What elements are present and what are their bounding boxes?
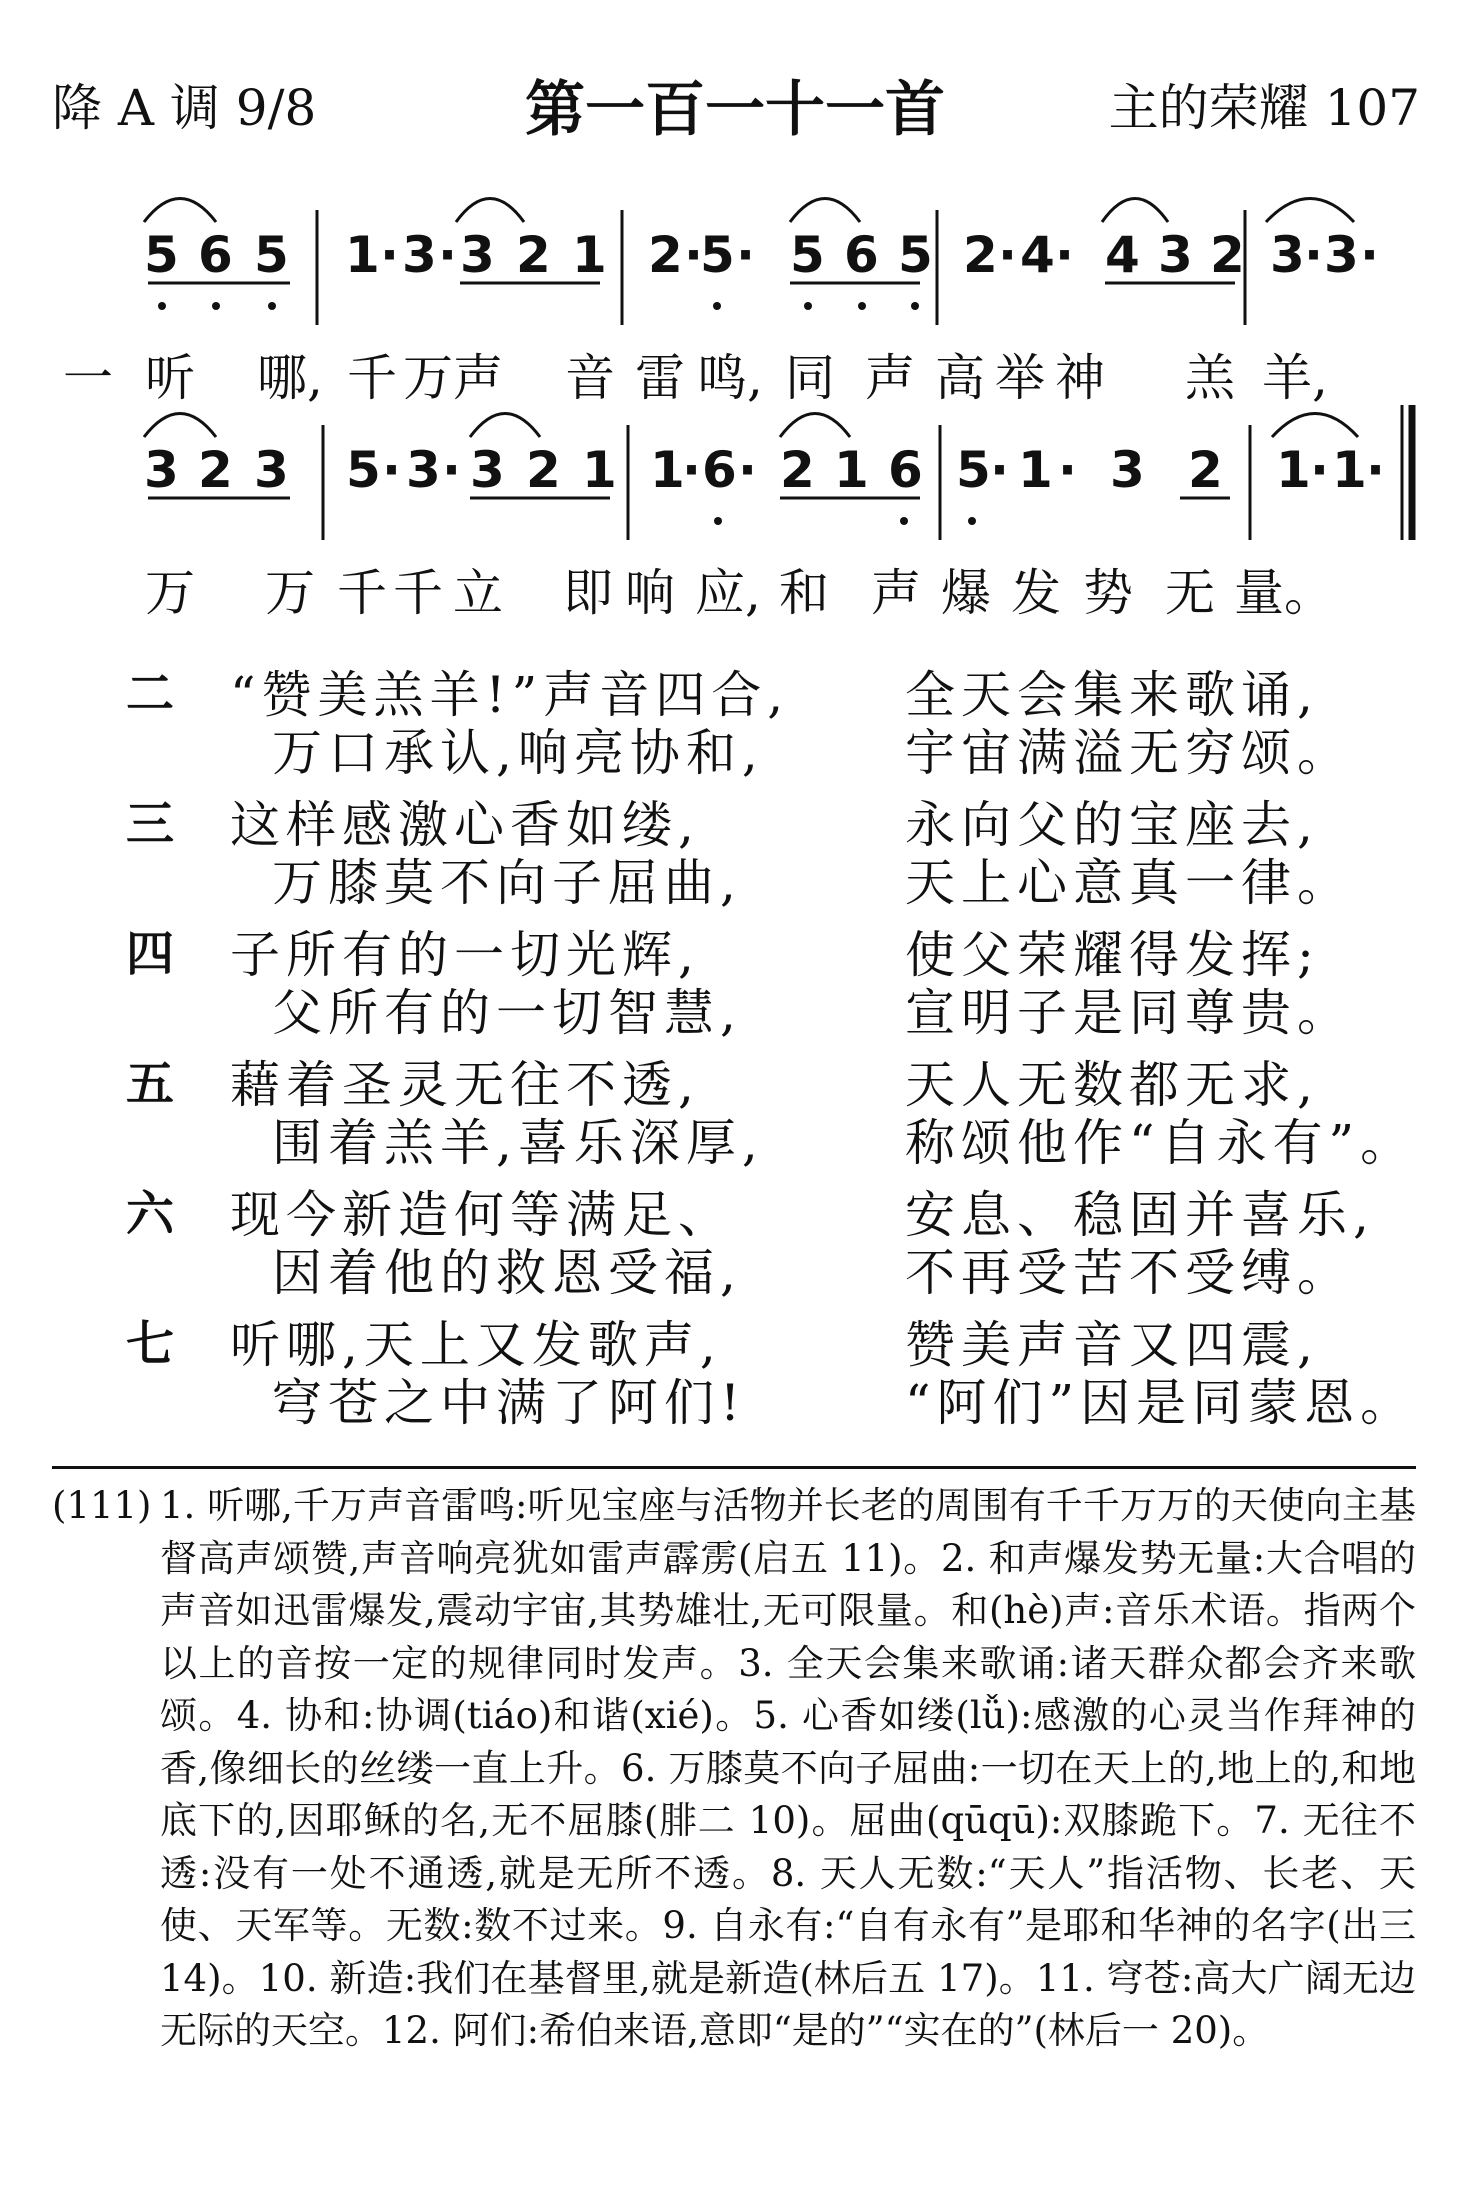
note: 4 (1020, 226, 1055, 284)
note: 3 (1324, 226, 1359, 284)
lyric-syllable: 声 (453, 349, 503, 407)
lyric-syllable: 哪, (257, 349, 323, 407)
note: 3 (402, 226, 437, 284)
verse-number: 六 (126, 1186, 175, 1242)
lyric-syllable: 雷 (635, 349, 685, 407)
note: 2 (516, 226, 551, 284)
lyric-syllable: 声 (865, 349, 915, 407)
lyric-line-1 (0, 338, 1470, 407)
note-dot: · (736, 226, 755, 284)
lyric-syllable: 羔 (1185, 349, 1235, 407)
note-dot: · (1366, 441, 1385, 499)
verse-number: 二 (126, 666, 175, 722)
hymn-category: 主的荣耀 107 (1108, 79, 1420, 137)
note: 1 (834, 441, 869, 499)
footnote-text: 1. 听哪,千万声音雷鸣:听见宝座与活物并长老的周围有千千万万的天使向主基督高声颂赞,声音响亮犹如雷声霹雳(启五 11)。2. 和声爆发势无量:大合唱的声音如迅雷爆发,震动宇宙,其势雄壮,无可限量。和(hè)声:音乐术语。指两个以上的音按一定的规律同时发声。3. 全天会集来歌诵:诸天群众都会齐来歌颂。4. 协和:协调(tiáo)和谐(xié)。5. 心香如缕(lǚ):感激的心灵当作拜神的香,像细长的丝缕一直上升。6. 万膝莫不向子屈曲:一切在天上的,地上的,和地底下的,因耶稣的名,无不屈膝(腓二 10)。屈曲(qūqū):双膝跪下。7. 无往不透:没有一处不通透,就是无所不透。8. 天人无数:“天人”指活物、长老、天使、天军等。无数:数不过来。9. 自永有:“自有永有”是耶和华神的名字(出三 14)。10. 新造:我们在基督里,就是新造(林后五 17)。11. 穹苍:高大广阔无边无际的天空。12. 阿们:希伯来语,意即“是的”“实在的”(林后一 20)。 (160, 1484, 1416, 2052)
note: 5 (956, 441, 991, 499)
verse-line: “阿们”因是同蒙恩。 (905, 1374, 1417, 1432)
verse-line: 宇宙满溢无穷颂。 (905, 724, 1353, 782)
lyric-syllable: 音 (565, 349, 615, 407)
note: 2 (648, 226, 683, 284)
lyric-syllable: 举 (995, 349, 1045, 407)
note: 5 (898, 226, 933, 284)
note: 6 (702, 441, 737, 499)
lyric-syllable: 量。 (1234, 564, 1334, 622)
note: 2 (963, 226, 998, 284)
note: 2 (198, 441, 233, 499)
lyric-syllable: 势 (1083, 564, 1133, 622)
note: 6 (888, 441, 923, 499)
lyric-syllable: 千 (337, 564, 387, 622)
note: 5 (346, 441, 381, 499)
lyric-syllable: 发 (1011, 564, 1061, 622)
note: 3 (1110, 441, 1145, 499)
verse-line: 围着羔羊,喜乐深厚, (272, 1114, 764, 1172)
lyric-syllable: 万 (265, 564, 315, 622)
lyric-syllable: 千 (347, 349, 397, 407)
lyric-syllable: 无 (1165, 564, 1215, 622)
notation-line-1 (140, 180, 1410, 330)
verse-line: 现今新造何等满足、 (230, 1186, 734, 1244)
lyric-syllable: 万 (145, 564, 195, 622)
lyric-syllable: 和 (779, 564, 829, 622)
lyric-syllable: 羊, (1262, 349, 1328, 407)
note: 6 (198, 226, 233, 284)
verse-line: 宣明子是同尊贵。 (905, 984, 1353, 1042)
footnotes (52, 1480, 1416, 2058)
note-dot: · (1310, 441, 1329, 499)
lyric-line-2 (0, 553, 1470, 622)
lyric-syllable: 鸣, (697, 349, 763, 407)
verse-line: “赞美羔羊!”声音四合, (230, 666, 790, 724)
note-dot: · (1058, 441, 1077, 499)
note: 5 (700, 226, 735, 284)
lyric-syllable: 万 (403, 349, 453, 407)
notation-svg-1 (140, 180, 1410, 330)
verse-line: 万口承认,响亮协和, (272, 724, 764, 782)
lyric-syllable: 爆 (941, 564, 991, 622)
verse-7 (0, 1305, 1470, 1435)
note-dot: · (380, 226, 399, 284)
note-dot: · (442, 441, 461, 499)
note: 6 (844, 226, 879, 284)
note-dot: · (990, 441, 1009, 499)
verse-2 (0, 655, 1470, 785)
verse-line: 赞美声音又四震, (905, 1316, 1319, 1374)
notation-svg-2 (140, 395, 1410, 545)
note-dot: · (998, 226, 1017, 284)
lyric-syllable: 立 (453, 564, 503, 622)
verse-line: 使父荣耀得发挥; (905, 926, 1320, 984)
verse-line: 子所有的一切光辉, (230, 926, 700, 984)
note: 3 (1158, 226, 1193, 284)
note: 5 (144, 226, 179, 284)
note: 5 (254, 226, 289, 284)
verse-number: 三 (126, 796, 175, 852)
verse-4 (0, 915, 1470, 1045)
verse-number: 五 (126, 1056, 175, 1112)
note: 1 (1332, 441, 1367, 499)
verse-line: 穹苍之中满了阿们! (272, 1374, 747, 1432)
note: 3 (144, 441, 179, 499)
verse-number: 四 (126, 926, 175, 982)
verse-line: 天上心意真一律。 (905, 854, 1353, 912)
note: 1 (650, 441, 685, 499)
key-signature: 降 A 调 9/8 (52, 79, 317, 137)
verse-line: 天人无数都无求, (905, 1056, 1319, 1114)
note: 2 (1210, 226, 1245, 284)
note-dot: · (382, 441, 401, 499)
note: 3 (460, 226, 495, 284)
footnote-tag: (111) (52, 1484, 152, 1527)
note-dot: · (682, 441, 701, 499)
note: 5 (790, 226, 825, 284)
lyric-syllable: 高 (935, 349, 985, 407)
lyric-syllable: 即 (563, 564, 613, 622)
verse-5 (0, 1045, 1470, 1175)
note: 2 (526, 441, 561, 499)
verse-line: 这样感激心香如缕, (230, 796, 700, 854)
note-dot: · (738, 441, 757, 499)
note-dot: · (1055, 226, 1074, 284)
lyric-syllable: 应, (695, 564, 761, 622)
verse-line: 全天会集来歌诵, (905, 666, 1319, 724)
notation-line-2 (140, 395, 1410, 545)
verse-line: 万膝莫不向子屈曲, (272, 854, 742, 912)
note: 1 (1276, 441, 1311, 499)
verse-line: 不再受苦不受缚。 (905, 1244, 1353, 1302)
lyric-syllable: 神 (1055, 349, 1105, 407)
note-dot: · (1360, 226, 1379, 284)
verse-line: 藉着圣灵无往不透, (230, 1056, 700, 1114)
lyric-syllable: 听 (145, 349, 195, 407)
note: 2 (1188, 441, 1223, 499)
verse-line: 父所有的一切智慧, (272, 984, 742, 1042)
hymn-title: 第一百一十一首 (525, 75, 945, 145)
verse-6 (0, 1175, 1470, 1305)
note: 3 (254, 441, 289, 499)
note: 3 (1270, 226, 1305, 284)
verse-number: 七 (126, 1316, 175, 1372)
verse-number: 一 (63, 349, 113, 407)
lyric-syllable: 响 (625, 564, 675, 622)
note: 1 (572, 226, 607, 284)
lyric-syllable: 声 (871, 564, 921, 622)
lyric-syllable: 千 (393, 564, 443, 622)
note: 2 (780, 441, 815, 499)
verse-line: 因着他的救恩受福, (272, 1244, 742, 1302)
verse-line: 听哪,天上又发歌声, (230, 1316, 722, 1374)
note: 1 (582, 441, 617, 499)
note: 3 (470, 441, 505, 499)
note-dot: · (438, 226, 457, 284)
verse-line: 永向父的宝座去, (905, 796, 1319, 854)
note-dot: · (1304, 226, 1323, 284)
verse-3 (0, 785, 1470, 915)
note-dot: · (684, 226, 703, 284)
note: 1 (345, 226, 380, 284)
lyric-syllable: 同 (785, 349, 835, 407)
verse-line: 安息、稳固并喜乐, (905, 1186, 1375, 1244)
note: 4 (1105, 226, 1140, 284)
note: 1 (1018, 441, 1053, 499)
divider-rule (52, 1466, 1416, 1469)
verse-line: 称颂他作“自永有”。 (905, 1114, 1417, 1172)
note: 3 (406, 441, 441, 499)
